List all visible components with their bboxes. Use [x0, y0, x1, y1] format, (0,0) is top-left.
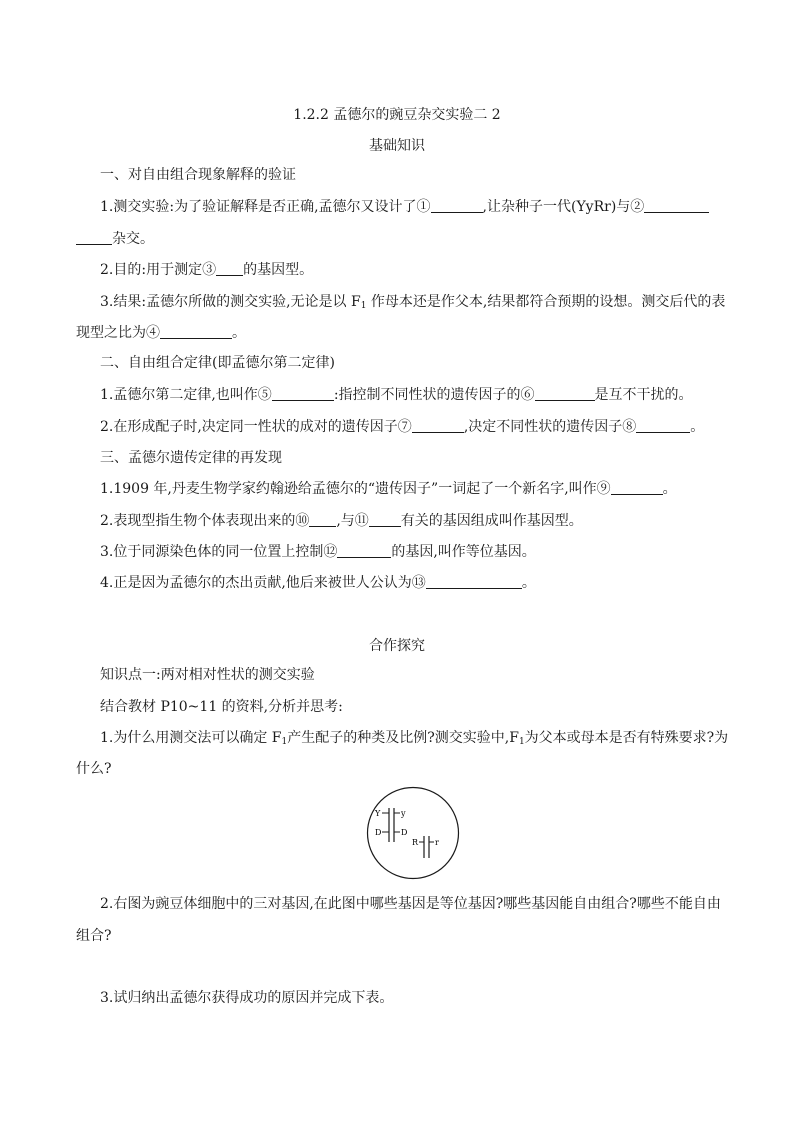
part1-item2: 2.目的:用于测定③ 的基因型。: [100, 262, 314, 278]
blank-5: [272, 386, 334, 401]
blank-9: [611, 480, 663, 495]
part1-item1: 1.测交实验:为了验证解释是否正确,孟德尔又设计了① ,让杂种子一代(YyRr)与②: [100, 198, 709, 216]
heading-part2: 二、自由组合定律(即孟德尔第二定律): [100, 355, 335, 371]
gene-label-D: D: [375, 828, 382, 837]
page-title: 1.2.2 孟德尔的豌豆杂交实验二 2: [293, 107, 501, 123]
part1-item3: 3.结果:孟德尔所做的测交实验,无论是以 $F_1$ 作母本还是作父本,结果都符合预期的设想。测交后代的表: [100, 294, 726, 311]
blank-6: [535, 386, 595, 401]
gene-label-y: y: [401, 809, 406, 818]
blank-11: [369, 512, 401, 527]
question-1: 1.为什么用测交法可以确定 $F_1$产生配子的种类及比例?测交实验中$,F_1$为父本或母本是否有特殊要求?为: [100, 730, 729, 747]
question-2: 2.右图为豌豆体细胞中的三对基因,在此图中哪些基因是等位基因?哪些基因能自由组合?哪些不能自由: [100, 896, 721, 912]
blank-3: [216, 261, 243, 276]
section-basic-knowledge: 基础知识: [369, 138, 425, 154]
part3-item1: 1.1909 年,丹麦生物学家约翰逊给孟德尔的“遗传因子”一词起了一个新名字,叫作⑨ 。: [100, 481, 677, 497]
blank-10: [309, 512, 336, 527]
gene-label-D2: D: [401, 828, 408, 837]
blank-2-cont: [76, 230, 112, 245]
blank-2: [644, 198, 709, 213]
blank-12: [337, 543, 391, 558]
part1-item3-cont: 现型之比为④ 。: [76, 325, 246, 341]
part3-item2: 2.表现型指生物个体表现出来的⑩ ,与⑪ 有关的基因组成叫作基因型。: [100, 513, 583, 529]
question-2-cont: 组合?: [76, 928, 112, 944]
gene-label-Y: Y: [375, 809, 381, 818]
question-3: 3.试归纳出孟德尔获得成功的原因并完成下表。: [100, 990, 394, 1006]
material-note: 结合教材 P10~11 的资料,分析并思考:: [100, 699, 343, 715]
part3-item4: 4.正是因为孟德尔的杰出贡献,他后来被世人公认为⑬ 。: [100, 575, 536, 591]
blank-4: [160, 324, 232, 339]
part2-item2: 2.在形成配子时,决定同一性状的成对的遗传因子⑦ ,决定不同性状的遗传因子⑧ 。: [100, 419, 705, 435]
heading-part1: 一、对自由组合现象解释的验证: [100, 167, 296, 183]
section-cooperative-inquiry: 合作探究: [369, 638, 425, 654]
question-1-cont: 什么?: [76, 761, 112, 777]
part2-item1: 1.孟德尔第二定律,也叫作⑤ :指控制不同性状的遗传因子的⑥ 是互不干扰的。: [100, 387, 693, 403]
blank-13: [426, 574, 522, 589]
knowledge-point-1: 知识点一:两对相对性状的测交实验: [100, 667, 315, 683]
gene-label-r: r: [435, 838, 439, 847]
part3-item3: 3.位于同源染色体的同一位置上控制⑫ 的基因,叫作等位基因。: [100, 544, 536, 560]
blank-7: [412, 418, 464, 433]
heading-part3: 三、孟德尔遗传定律的再发现: [100, 450, 282, 466]
blank-1: [431, 198, 483, 213]
gene-label-R: R: [412, 838, 419, 847]
cell-gene-diagram: [366, 786, 460, 880]
blank-8: [636, 418, 690, 433]
part1-item1-cont: 杂交。: [76, 230, 154, 248]
